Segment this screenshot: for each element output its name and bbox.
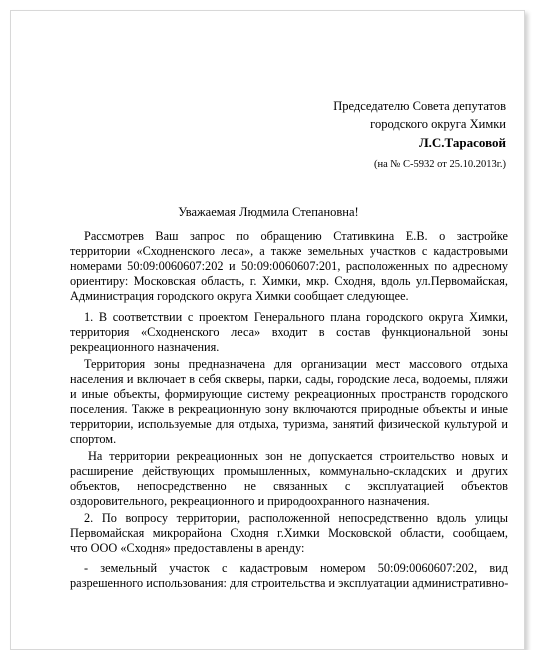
body-line: поселения. Также в рекреационную зону включаются природные объекты и иные: [70, 402, 508, 416]
salutation: Уважаемая Людмила Степановна!: [178, 205, 359, 219]
body-line: - земельный участок с кадастровым номером 50:09:0060607:202, вид: [84, 561, 508, 575]
reference-number: (на № С-5932 от 25.10.2013г.): [374, 159, 506, 170]
body-line: разрешенного использования: для строительства и эксплуатации административно-: [70, 576, 509, 590]
recipient-organization: городского округа Химки: [370, 117, 506, 131]
body-line: расширение действующих промышленных, коммунально-складских и других: [70, 464, 508, 478]
recipient-name: Л.С.Тарасовой: [418, 135, 506, 150]
body-line: территория «Сходненского леса» входит в состав функциональной зоны: [70, 325, 508, 339]
body-line: объектов, непосредственно не связанных с эксплуатацией объектов: [70, 479, 508, 493]
body-line: номерами 50:09:0060607:202 и 50:09:0060607:201, расположенных по адресному: [70, 259, 508, 273]
body-line: ориентиру: Московская область, г. Химки, мкр. Сходня, вдоль ул.Первомайская,: [70, 274, 508, 288]
body-line: территории «Сходненского леса», а также земельных участков с кадастровыми: [70, 244, 508, 258]
body-line: На территории рекреационных зон не допускается строительство новых и: [88, 449, 508, 463]
body-line: и иные объекты, формирующие систему рекреационных пространств городского: [70, 387, 508, 401]
body-line: населения и включает в себя скверы, парки, сады, городские леса, водоемы, пляжи: [70, 372, 508, 386]
body-line: 2. По вопросу территории, расположенной непосредственно вдоль улицы: [84, 511, 508, 525]
body-line: спортом.: [70, 432, 117, 446]
body-line: рекреационного назначения.: [70, 340, 220, 354]
body-line: Первомайская микрорайона Сходня г.Химки Московской области, сообщаем,: [70, 526, 508, 540]
body-line: 1. В соответствии с проектом Генерального плана городского округа Химки,: [84, 310, 508, 324]
body-line: что ООО «Сходня» предоставлены в аренду:: [70, 541, 305, 555]
body-line: Рассмотрев Ваш запрос по обращению Стативкина Е.В. о застройке: [84, 229, 508, 243]
body-line: оздоровительного, рекреационного и природоохранного назначения.: [70, 494, 430, 508]
body-line: территории, используемые для отдыха, туризма, занятий физической культурой и: [70, 417, 508, 431]
recipient-title: Председателю Совета депутатов: [333, 99, 506, 113]
body-line: Территория зоны предназначена для организации мест массового отдыха: [84, 357, 508, 371]
body-line: Администрация городского округа Химки сообщает следующее.: [70, 289, 409, 303]
